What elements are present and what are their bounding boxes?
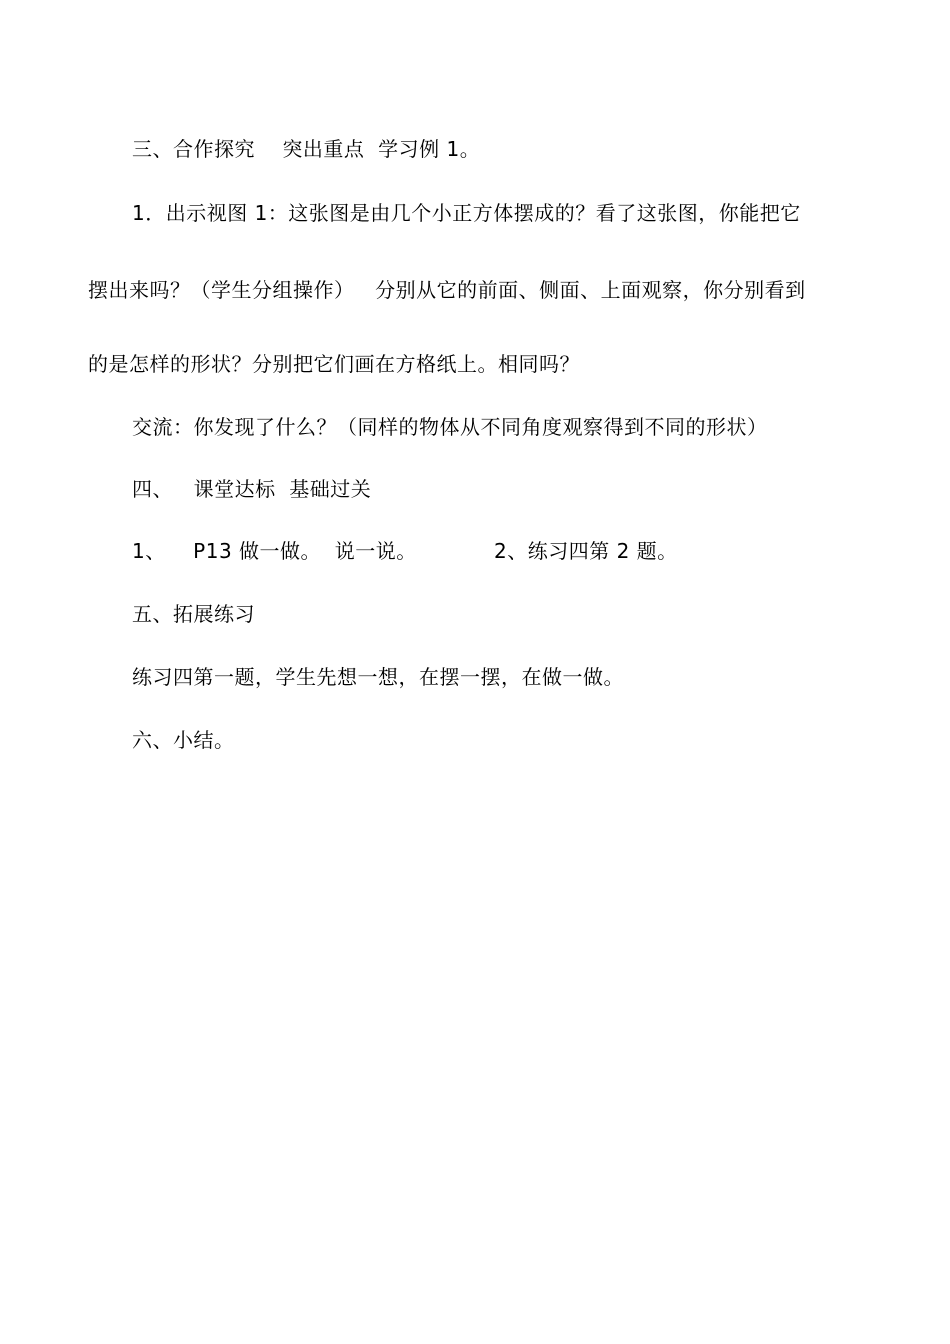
- section-5-heading: 五、拓展练习: [132, 602, 255, 626]
- exchange-paragraph: 交流：你发现了什么？（同样的物体从不同角度观察得到不同的形状）: [132, 415, 768, 439]
- section-6-heading: 六、小结。: [132, 728, 235, 752]
- section-5-body: 练习四第一题，学生先想一想，在摆一摆，在做一做。: [132, 665, 624, 689]
- paragraph-1-line-2: 摆出来吗？（学生分组操作） 分别从它的前面、侧面、上面观察，你分别看到: [88, 278, 806, 302]
- task-item-1: 1、 P13 做一做。 说一说。: [132, 539, 417, 563]
- paragraph-1-line-3: 的是怎样的形状？分别把它们画在方格纸上。相同吗？: [88, 352, 580, 376]
- task-item-2: 2、练习四第 2 题。: [494, 539, 678, 563]
- section-3-heading: 三、合作探究 突出重点 学习例 1。: [132, 137, 481, 161]
- section-4-heading: 四、 课堂达标 基础过关: [132, 477, 372, 501]
- paragraph-1-line-1: 1．出示视图 1：这张图是由几个小正方体摆成的？看了这张图，你能把它: [132, 201, 801, 225]
